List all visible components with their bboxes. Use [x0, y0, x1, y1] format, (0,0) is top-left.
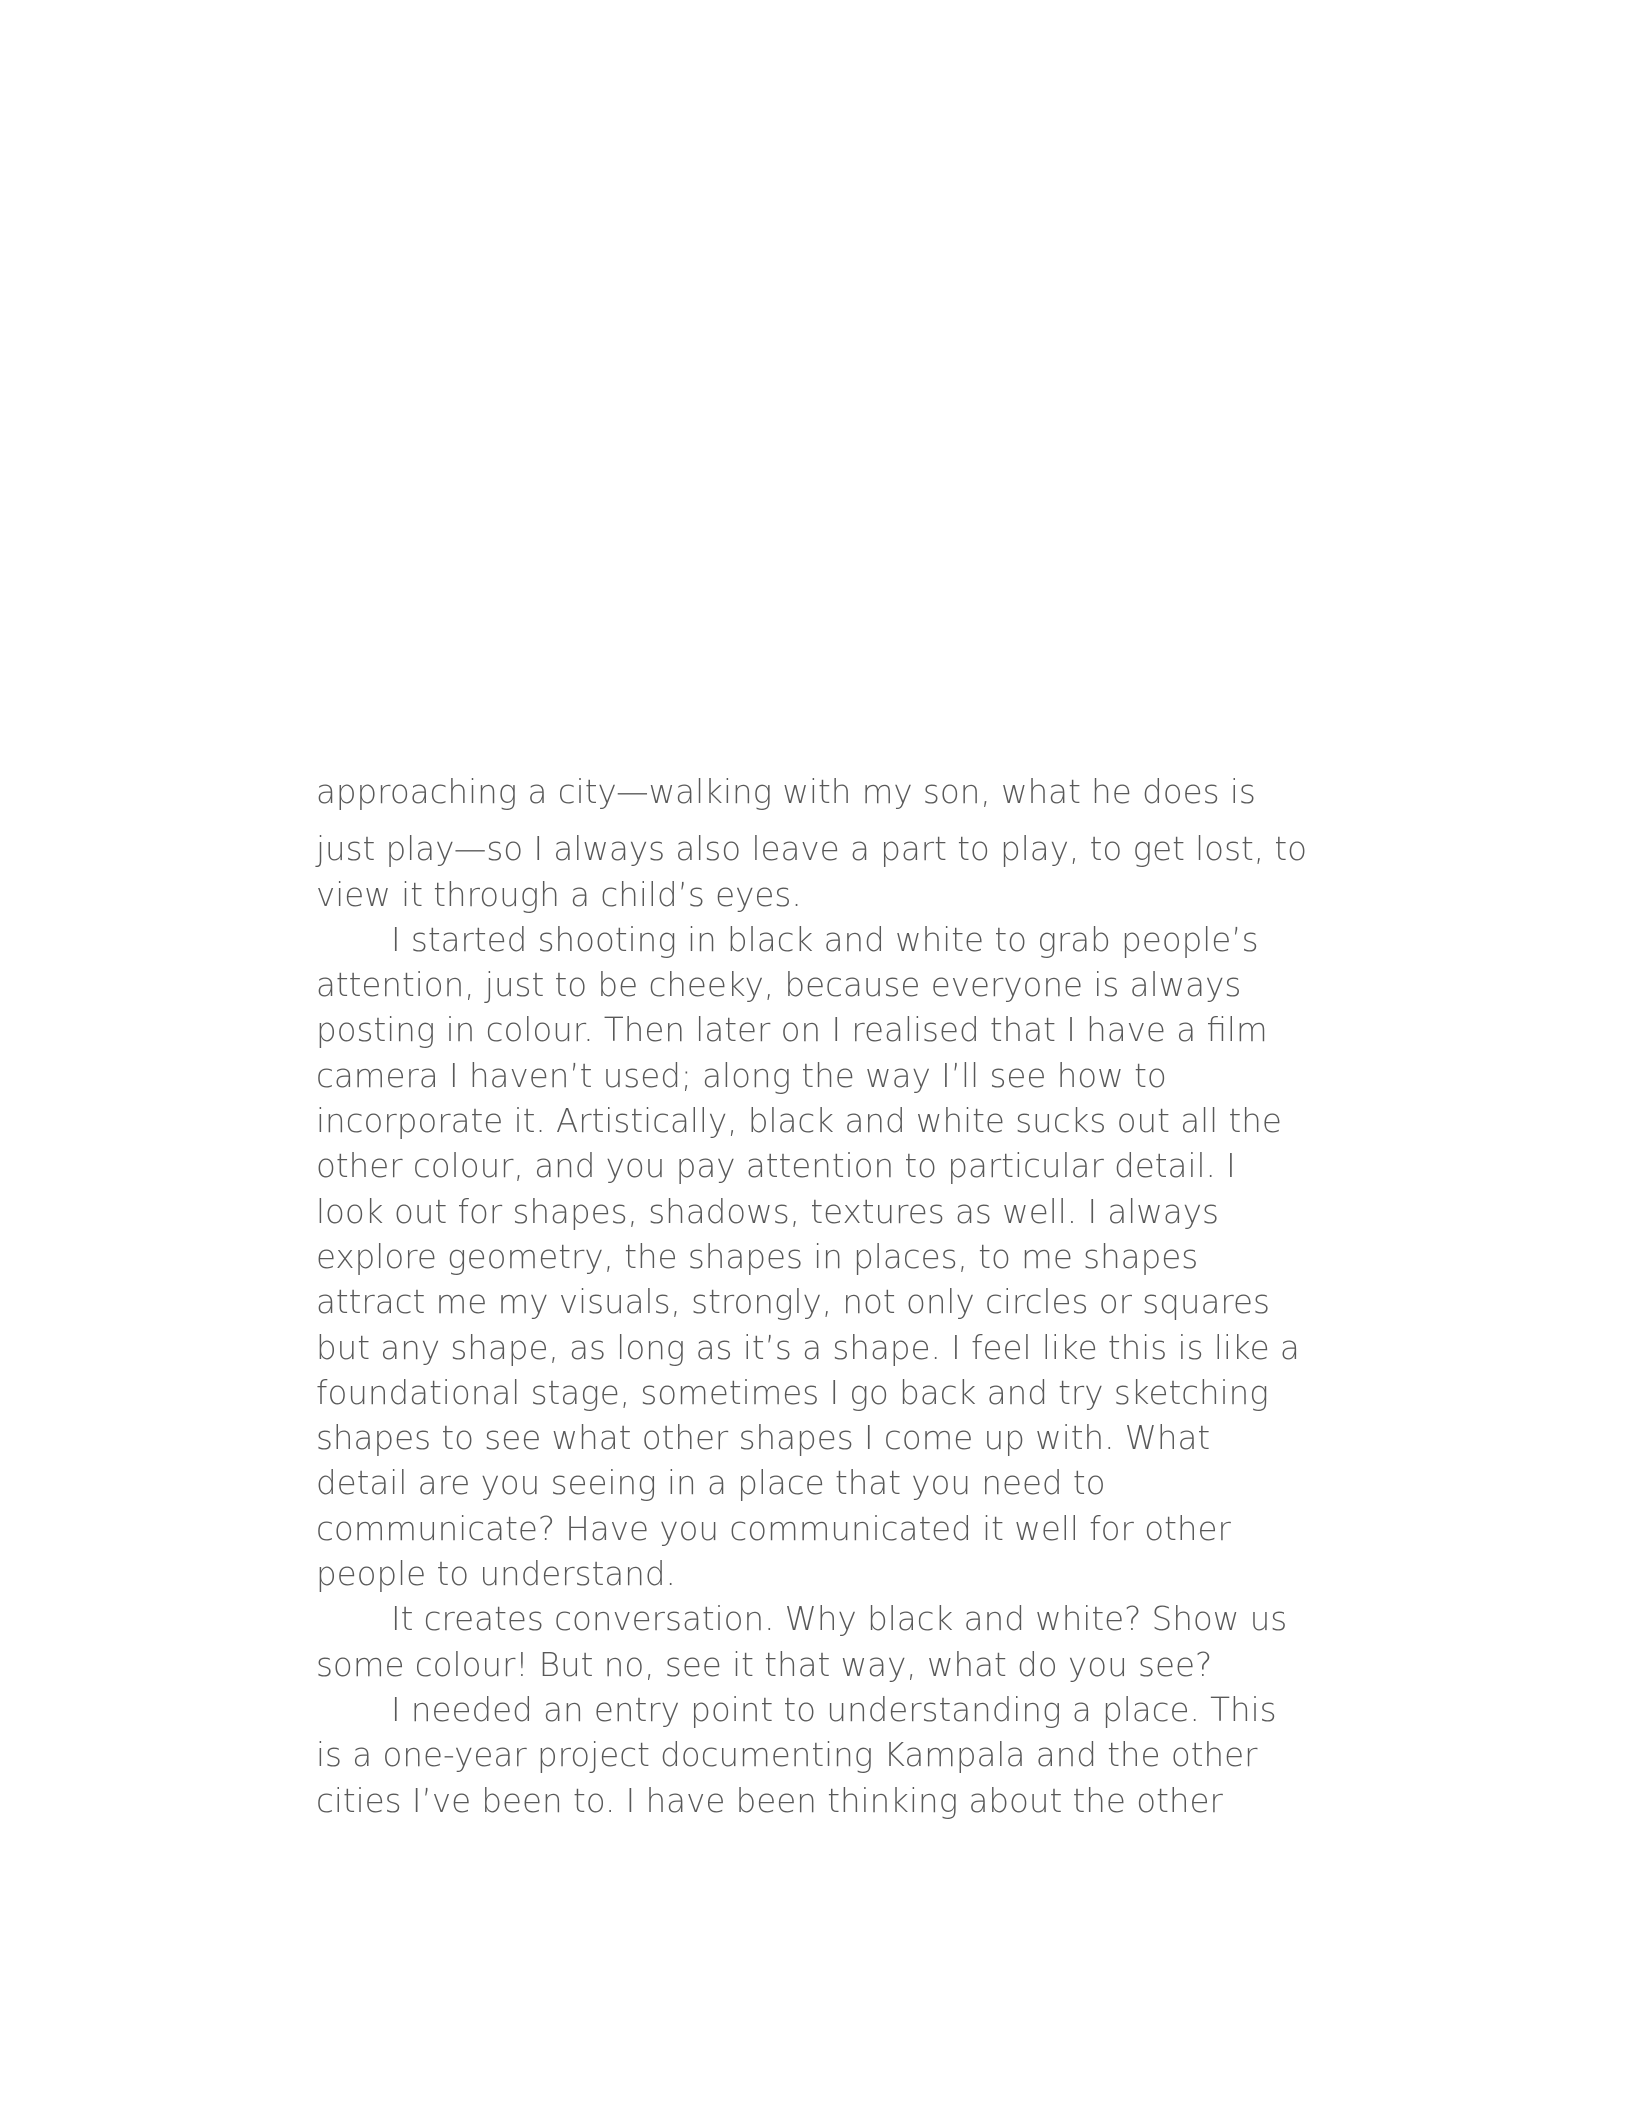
paragraph-start-line: I needed an entry point to understanding a place. This: [391, 1690, 1277, 1729]
text-line: explore geometry, the shapes in places, to me shapes: [316, 1237, 1199, 1276]
text-line: attract me my visuals, strongly, not only circles or squares: [316, 1283, 1270, 1322]
text-line: detail are you seeing in a place that you need to: [316, 1464, 1106, 1503]
text-line: approaching a city—walking with my son, what he does is: [316, 773, 1256, 811]
text-line: posting in colour. Then later on I realised that I have a film: [316, 1011, 1268, 1050]
text-line: look out for shapes, shadows, textures as well. I always: [316, 1192, 1219, 1231]
text-line: other colour, and you pay attention to particular detail. I: [316, 1147, 1236, 1186]
text-line: attention, just to be cheeky, because everyone is always: [316, 966, 1242, 1005]
paragraph-start-line: It creates conversation. Why black and white? Show us: [391, 1600, 1288, 1639]
text-line: communicate? Have you communicated it well for other: [316, 1509, 1231, 1548]
text-line: shapes to see what other shapes I come up with. What: [316, 1419, 1211, 1458]
body-text: [316, 770, 1306, 1824]
text-line: camera I haven’t used; along the way I’ll see how to: [316, 1056, 1167, 1095]
text-line: just play—so I always also leave a part to play, to get lost, to: [316, 830, 1308, 869]
text-line: people to understand.: [316, 1555, 676, 1594]
text-line: cities I’ve been to. I have been thinking about the other: [316, 1781, 1223, 1820]
text-line: foundational stage, sometimes I go back and try sketching: [316, 1373, 1269, 1412]
text-line: but any shape, as long as it’s a shape. I feel like this is like a: [316, 1328, 1300, 1367]
text-line: view it through a child’s eyes.: [316, 875, 802, 914]
text-line: incorporate it. Artistically, black and white sucks out all the: [316, 1102, 1282, 1141]
text-line: is a one-year project documenting Kampala and the other: [316, 1736, 1258, 1775]
text-line: some colour! But no, see it that way, what do you see?: [316, 1645, 1213, 1684]
paragraph-start-line: I started shooting in black and white to grab people’s: [391, 920, 1259, 959]
